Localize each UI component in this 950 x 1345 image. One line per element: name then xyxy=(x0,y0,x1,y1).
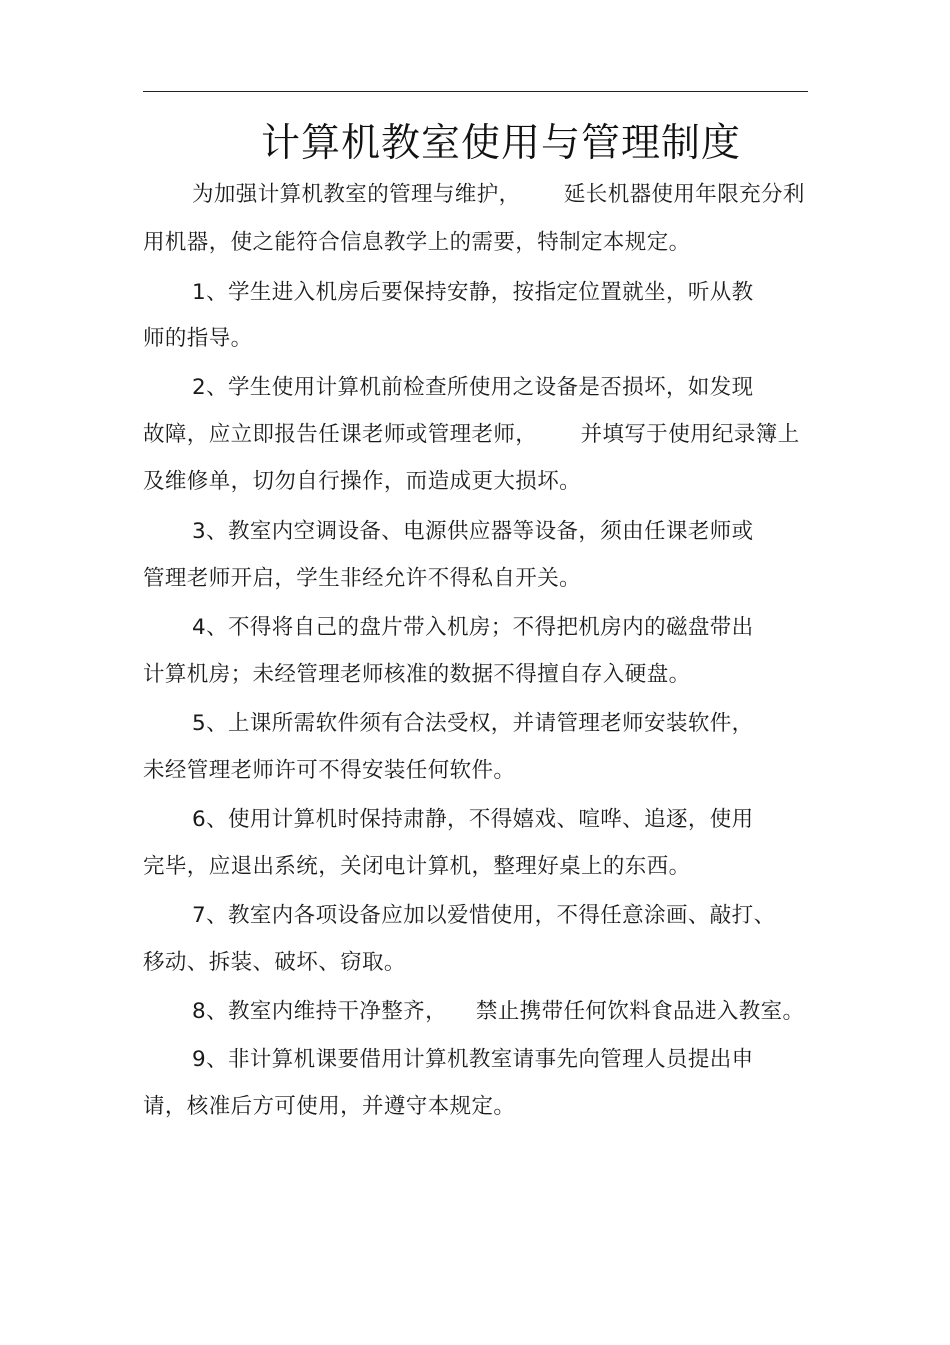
rule-5-line-1: 5、上课所需软件须有合法受权，并请管理老师安装软件， xyxy=(192,711,754,736)
rule-3-line-2: 管理老师开启，学生非经允许不得私自开关。 xyxy=(143,566,582,591)
top-horizontal-rule xyxy=(143,91,808,92)
rule-2-line-2: 故障，应立即报告任课老师或管理老师， 并填写于使用纪录簿上 xyxy=(143,422,800,447)
rule-7-line-1: 7、教室内各项设备应加以爱惜使用，不得任意涂画、敲打、 xyxy=(192,903,776,928)
rule-7-line-2: 移动、拆装、破坏、窃取。 xyxy=(143,950,406,975)
intro-line-1: 为加强计算机教室的管理与维护， 延长机器使用年限充分利 xyxy=(192,182,805,207)
rule-9-line-2: 请，核准后方可使用，并遵守本规定。 xyxy=(143,1094,516,1119)
rule-4-line-2: 计算机房；未经管理老师核准的数据不得擅自存入硬盘。 xyxy=(143,662,691,687)
rule-8-line-1: 8、教室内维持干净整齐， 禁止携带任何饮料食品进入教室。 xyxy=(192,999,805,1024)
rule-2-line-3: 及维修单，切勿自行操作，而造成更大损坏。 xyxy=(143,469,582,494)
rule-1-line-2: 师的指导。 xyxy=(143,326,253,351)
rule-6-line-2: 完毕，应退出系统，关闭电计算机，整理好桌上的东西。 xyxy=(143,854,691,879)
rule-5-line-2: 未经管理老师许可不得安装任何软件。 xyxy=(143,758,516,783)
rule-3-line-1: 3、教室内空调设备、电源供应器等设备，须由任课老师或 xyxy=(192,519,754,544)
document-title: 计算机教室使用与管理制度 xyxy=(260,121,741,166)
intro-line-2: 用机器，使之能符合信息教学上的需要，特制定本规定。 xyxy=(143,230,691,255)
rule-4-line-1: 4、不得将自己的盘片带入机房；不得把机房内的磁盘带出 xyxy=(192,615,754,640)
rule-2-line-1: 2、学生使用计算机前检查所使用之设备是否损坏，如发现 xyxy=(192,375,754,400)
rule-1-line-1: 1、学生进入机房后要保持安静，按指定位置就坐，听从教 xyxy=(192,280,754,305)
rule-6-line-1: 6、使用计算机时保持肃静，不得嬉戏、喧哗、追逐，使用 xyxy=(192,807,754,832)
rule-9-line-1: 9、非计算机课要借用计算机教室请事先向管理人员提出申 xyxy=(192,1047,754,1072)
